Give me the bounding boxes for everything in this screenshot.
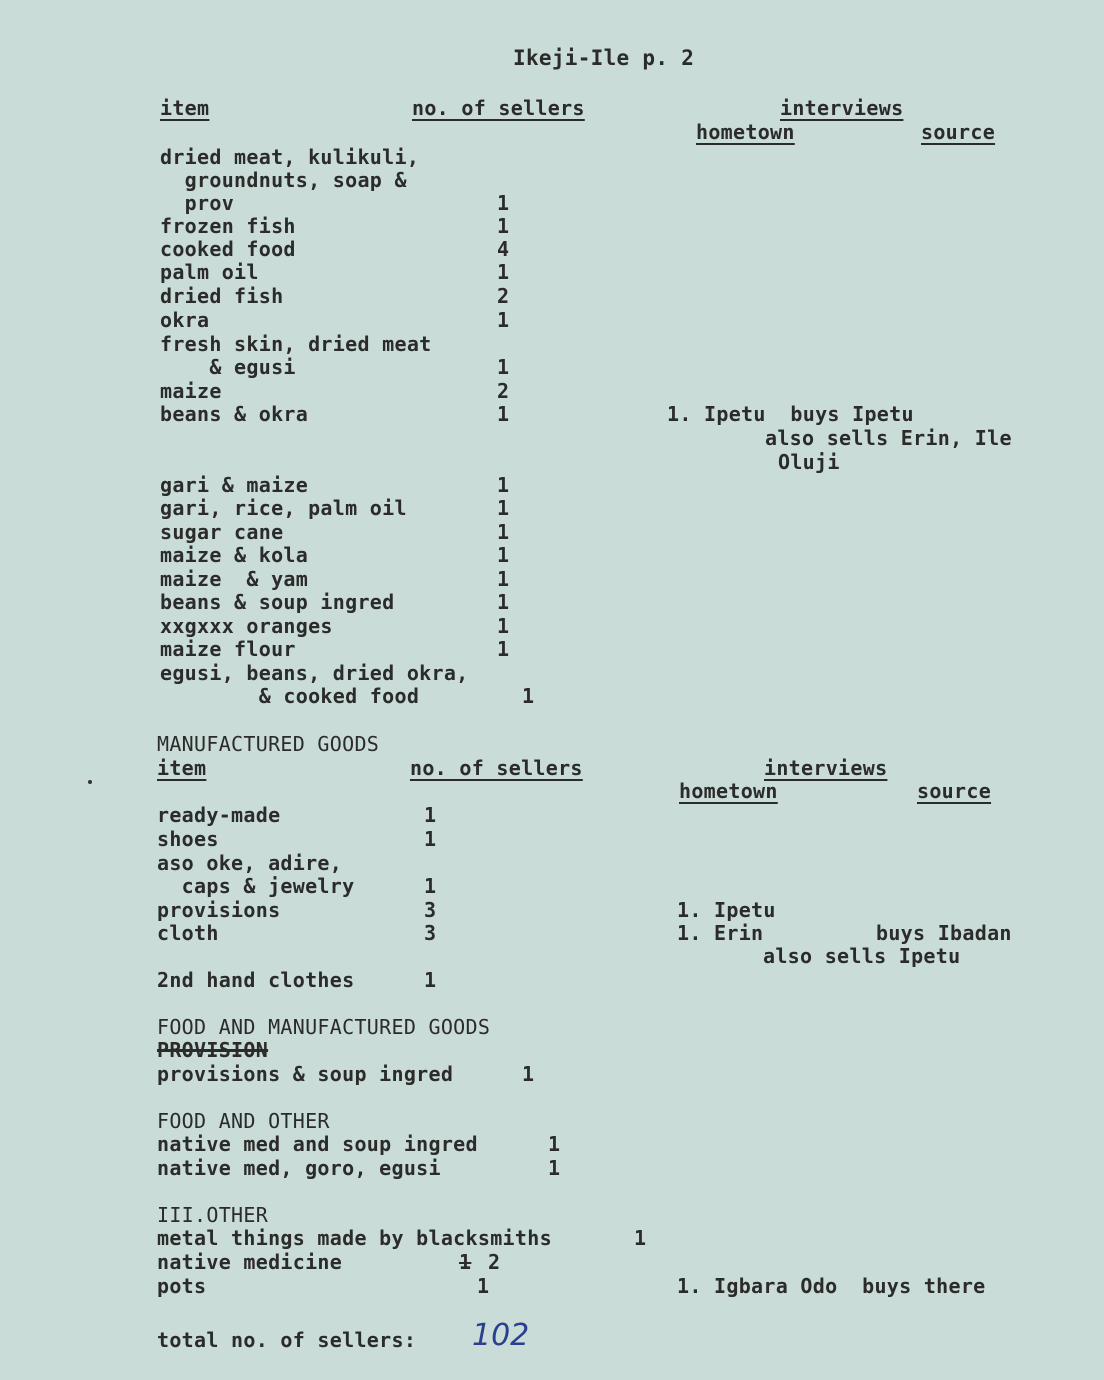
food-count: 1 [497,543,510,567]
manufactured-item: ready-made [157,803,281,827]
food-count: 1 [497,473,510,497]
manufactured-item: shoes [157,827,219,851]
interview-line: 1. Igbara Odo buys there [677,1274,986,1298]
header-sellers: no. of sellers [412,96,585,120]
food-item: & cooked food [160,684,420,708]
section-item: pots [157,1274,207,1298]
header-source: source [917,779,992,803]
interview-line: also sells Ipetu [763,944,961,968]
food-item: frozen fish [160,214,296,238]
manufactured-item: aso oke, adire, [157,851,343,875]
food-count: 1 [497,191,510,215]
food-count: 1 [497,567,510,591]
section-item: metal things made by blacksmiths [157,1226,552,1250]
header-interviews: interviews [764,756,888,780]
food-count: 2 [497,284,510,308]
food-count: 1 [497,590,510,614]
section-item: provisions & soup ingred [157,1062,454,1086]
food-item: maize flour [160,637,296,661]
food-item: beans & soup ingred [160,590,395,614]
section-item: native med and soup ingred [157,1132,478,1156]
food-item: maize & kola [160,543,309,567]
food-count: 1 [497,520,510,544]
food-item: maize [160,379,222,403]
interview-line: Oluji [778,450,840,474]
food-item: & egusi [160,355,296,379]
header-source: source [921,120,996,144]
manufactured-count: 3 [424,921,437,945]
food-item: fresh skin, dried meat [160,332,432,356]
food-count: 1 [497,355,510,379]
food-count: 2 [497,379,510,403]
section-count: 1 [477,1274,490,1298]
food-item: gari & maize [160,473,309,497]
food-count: 1 [497,402,510,426]
section-heading: FOOD AND MANUFACTURED GOODS [157,1015,491,1039]
food-item: cooked food [160,237,296,261]
header-item: item [160,96,210,120]
food-item: xxgxxx oranges [160,614,333,638]
page-title: Ikeji-Ile p. 2 [513,46,695,70]
food-item: sugar cane [160,520,284,544]
header-interviews: interviews [780,96,904,120]
food-count: 4 [497,237,510,261]
total-label: total no. of sellers: [157,1328,417,1352]
manufactured-item: cloth [157,921,219,945]
section-item: native med, goro, egusi [157,1156,441,1180]
food-count: 1 [497,214,510,238]
manufactured-item: caps & jewelry [157,874,355,898]
food-item: dried fish [160,284,284,308]
section-count: 1 [548,1156,561,1180]
food-item: groundnuts, soap & [160,168,407,192]
food-item: prov [160,191,235,215]
food-count: 1 [497,496,510,520]
section-heading: III.OTHER [157,1203,269,1227]
food-count: 1 [497,308,510,332]
section-count: 1 [522,1062,535,1086]
food-count: 1 [497,614,510,638]
food-item: egusi, beans, dried okra, [160,661,469,685]
interview-line: 1. Ipetu buys Ipetu [667,402,914,426]
food-item: beans & okra [160,402,309,426]
food-item: maize & yam [160,567,309,591]
header-sellers: no. of sellers [410,756,583,780]
manufactured-count: 1 [424,827,437,851]
interview-line: 1. Erin [677,921,764,945]
manufactured-count: 1 [424,968,437,992]
manufactured-count: 1 [424,874,437,898]
struck-heading: PROVISION [157,1038,269,1062]
food-count: 1 [522,684,535,708]
food-item: palm oil [160,260,259,284]
food-item: dried meat, kulikuli, [160,145,420,169]
stray-mark [88,780,92,784]
section-item: native medicine [157,1250,343,1274]
interview-line: 1. Ipetu [677,898,776,922]
section-heading: MANUFACTURED GOODS [157,732,380,756]
manufactured-item: 2nd hand clothes [157,968,355,992]
section-count: 2 [488,1250,501,1274]
food-item: gari, rice, palm oil [160,496,407,520]
section-count: 1 [548,1132,561,1156]
interview-line: buys Ibadan [876,921,1012,945]
total-handwritten-value: 102 [472,1318,530,1353]
food-count: 1 [497,637,510,661]
section-heading: FOOD AND OTHER [157,1109,330,1133]
manufactured-count: 3 [424,898,437,922]
manufactured-count: 1 [424,803,437,827]
food-count: 1 [497,260,510,284]
header-item: item [157,756,207,780]
header-hometown: hometown [679,779,778,803]
manufactured-item: provisions [157,898,281,922]
interview-line: also sells Erin, Ile [765,426,1012,450]
section-count: 1 [634,1226,647,1250]
food-item: okra [160,308,210,332]
struck-count: 1 [459,1250,472,1274]
header-hometown: hometown [696,120,795,144]
